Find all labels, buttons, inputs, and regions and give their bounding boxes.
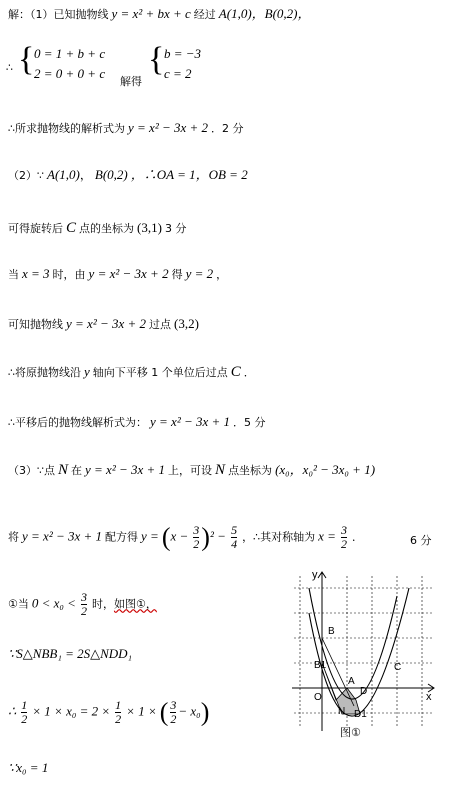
fraction-1-2-a: [21, 699, 27, 726]
line-9: [8, 414, 266, 431]
exponent-minus: ² −: [209, 528, 230, 544]
text-case-1: ①当: [8, 597, 29, 611]
text-from: 时，由: [52, 268, 86, 281]
text-axis-of-symmetry: ，∴其对称轴为: [242, 530, 316, 544]
numerator: 1: [21, 698, 28, 712]
denominator: 2: [21, 712, 28, 726]
equation-area-relation: ∵S△NBB₁ = 2S△NDD₁: [8, 646, 133, 661]
denominator: 2: [80, 604, 87, 618]
text-through-point: 过点: [149, 318, 172, 331]
text-solve: 解得: [120, 75, 142, 88]
numerator: 1: [115, 698, 122, 712]
line-8: [8, 364, 255, 381]
minus-x0: − x₀: [178, 703, 201, 719]
paren-close-2: ): [200, 697, 210, 727]
line-5: [8, 220, 186, 237]
label-a: A: [348, 676, 355, 687]
text-rotated: 可得旋转后: [8, 222, 63, 235]
line-6: [8, 266, 227, 283]
brace-left-2: {: [148, 41, 165, 78]
comma: ，: [216, 268, 228, 281]
therefore-symbol: ∴: [6, 61, 13, 74]
point-c-label-2: C: [230, 364, 241, 380]
line-1: [8, 6, 311, 23]
text-part-2: （2）∵: [8, 169, 44, 182]
point-b: B(0,2): [94, 167, 128, 182]
line-7: [8, 316, 199, 333]
coordinate-n: (x₀，x₀² − 3x₀ + 1): [275, 462, 376, 477]
label-c: C: [394, 662, 402, 673]
numerator: 5: [231, 523, 238, 537]
text-when: 当: [8, 268, 19, 281]
inequality: 0 < x₀ <: [31, 595, 76, 611]
label-y: y: [312, 569, 318, 581]
axes: [292, 572, 434, 731]
text-will: 将: [8, 530, 19, 544]
equation-c-value: c = 2: [164, 66, 192, 81]
grid: [294, 576, 434, 726]
equation-x0-1: ∵x₀ = 1: [8, 760, 49, 775]
numerator: 3: [170, 698, 177, 712]
segment-b-n: [322, 638, 354, 706]
point-3-2: (3,2): [174, 316, 199, 331]
figure-1: [284, 566, 444, 746]
equation-sys1-b: 2 = 0 + 0 + c: [34, 66, 106, 81]
line-12: [8, 591, 157, 618]
text-when-time: 时，: [91, 597, 114, 611]
fraction-3-2-c: [81, 591, 87, 618]
text-coordinate-is: 点的坐标为: [79, 222, 135, 235]
point-n-label: N: [58, 462, 69, 478]
text-see-figure: 如图①，: [113, 597, 157, 611]
text-part-3: （3）∵点: [8, 464, 55, 477]
point-n-label-2: N: [215, 462, 226, 478]
symbol-x-eq: x =: [318, 528, 336, 544]
text-translate: ∴将原抛物线沿: [8, 366, 81, 379]
label-d1: D1: [354, 709, 367, 720]
points-a-b: A(1,0)，B(0,2)，: [218, 6, 311, 21]
fraction-3-2-b: [341, 524, 347, 551]
line-10: [8, 462, 375, 479]
fraction-5-4: [231, 524, 237, 551]
line-3: [8, 120, 244, 137]
label-b: B: [328, 626, 335, 637]
numerator: 3: [340, 523, 347, 537]
product-left: × 1 × x₀ = 2 ×: [32, 703, 111, 719]
equation-parabola-2: y = x² − 3x + 2: [88, 266, 169, 281]
denominator: 2: [193, 537, 200, 551]
symbol-y-eq: y =: [141, 528, 159, 544]
label-o: O: [314, 692, 322, 703]
text-result-1: ∴所求抛物线的解析式为: [8, 122, 125, 135]
text-coordinate-of-n: 点坐标为: [228, 464, 273, 477]
symbol-y: y: [84, 364, 90, 379]
fraction-3-2-a: [193, 524, 199, 551]
point-a: A(1,0): [47, 167, 80, 182]
equation-sys1-a: 0 = 1 + b + c: [34, 46, 106, 61]
period: ．: [243, 366, 255, 379]
line-11: 将 y = x² − 3x + 1 配方得 y = (x − $\frac{3}{2}$ )² − $\frac{5}{4}$ ，∴其对称轴为 x = $\frac{3}{2}$ ．: [8, 522, 363, 552]
paren-close: ): [201, 522, 210, 552]
therefore-symbol-2: ∴: [8, 703, 17, 719]
text-passes: 经过: [193, 8, 216, 21]
period: ．: [351, 530, 363, 544]
product-right: × 1 ×: [126, 703, 157, 719]
paren-open: (: [161, 522, 171, 552]
text-complete-square: 配方得: [105, 530, 139, 544]
label-x: x: [426, 691, 432, 703]
equation-parabola-4: y = x² − 3x + 1: [85, 462, 166, 477]
fraction-3-2-d: [170, 699, 176, 726]
paren-open-2: (: [159, 697, 169, 727]
label-d: D: [360, 686, 368, 697]
label-n: N: [338, 706, 346, 717]
text-oa-ob: ，∴OA = 1，OB = 2: [130, 167, 248, 182]
text-let: 上，可设: [168, 464, 213, 477]
numerator: 3: [80, 590, 87, 604]
figure-caption: 图①: [340, 727, 361, 739]
equation-parabola-general: y = x² + bx + c: [111, 6, 191, 21]
denominator: 2: [115, 712, 122, 726]
numerator: 3: [193, 523, 200, 537]
equation-x-3: x = 3: [22, 266, 50, 281]
text-translated-parabola: ∴平移后的抛物线解析式为：: [8, 416, 147, 429]
denominator: 4: [231, 537, 238, 551]
text-on: 在: [71, 464, 83, 477]
score-5: ．5 分: [233, 416, 266, 429]
denominator: 2: [170, 712, 177, 726]
equation-parabola-1: y = x² − 3x + 2: [128, 120, 209, 135]
score-2: ．2 分: [211, 122, 244, 135]
text-know-parabola: 可知抛物线: [8, 318, 63, 331]
score-6: 6 分: [410, 534, 432, 547]
brace-left-1: {: [18, 41, 35, 78]
point-c-label: C: [66, 220, 77, 236]
equation-parabola-translated: y = x² − 3x + 1: [150, 414, 231, 429]
score-3: 3 分: [164, 222, 187, 235]
denominator: 2: [340, 537, 347, 551]
coordinate-c: (3,1): [137, 220, 162, 235]
line-14: [8, 699, 209, 726]
text-intro: 解：（1）已知抛物线: [8, 8, 109, 21]
equation-b-value: b = −3: [164, 46, 202, 61]
line-4: （2）∵ A(1,0)， B(0,2) ，∴OA = 1，OB = 2: [8, 167, 248, 182]
text-axis-down: 轴向下平移 1 个单位后过点: [92, 366, 228, 379]
label-b1: B1: [314, 660, 327, 671]
equation-parabola-3: y = x² − 3x + 2: [66, 316, 147, 331]
text-get: 得: [171, 268, 183, 281]
equation-y-2: y = 2: [185, 266, 214, 281]
equation-parabola-5: y = x² − 3x + 1: [22, 528, 103, 544]
fraction-1-2-b: [115, 699, 121, 726]
